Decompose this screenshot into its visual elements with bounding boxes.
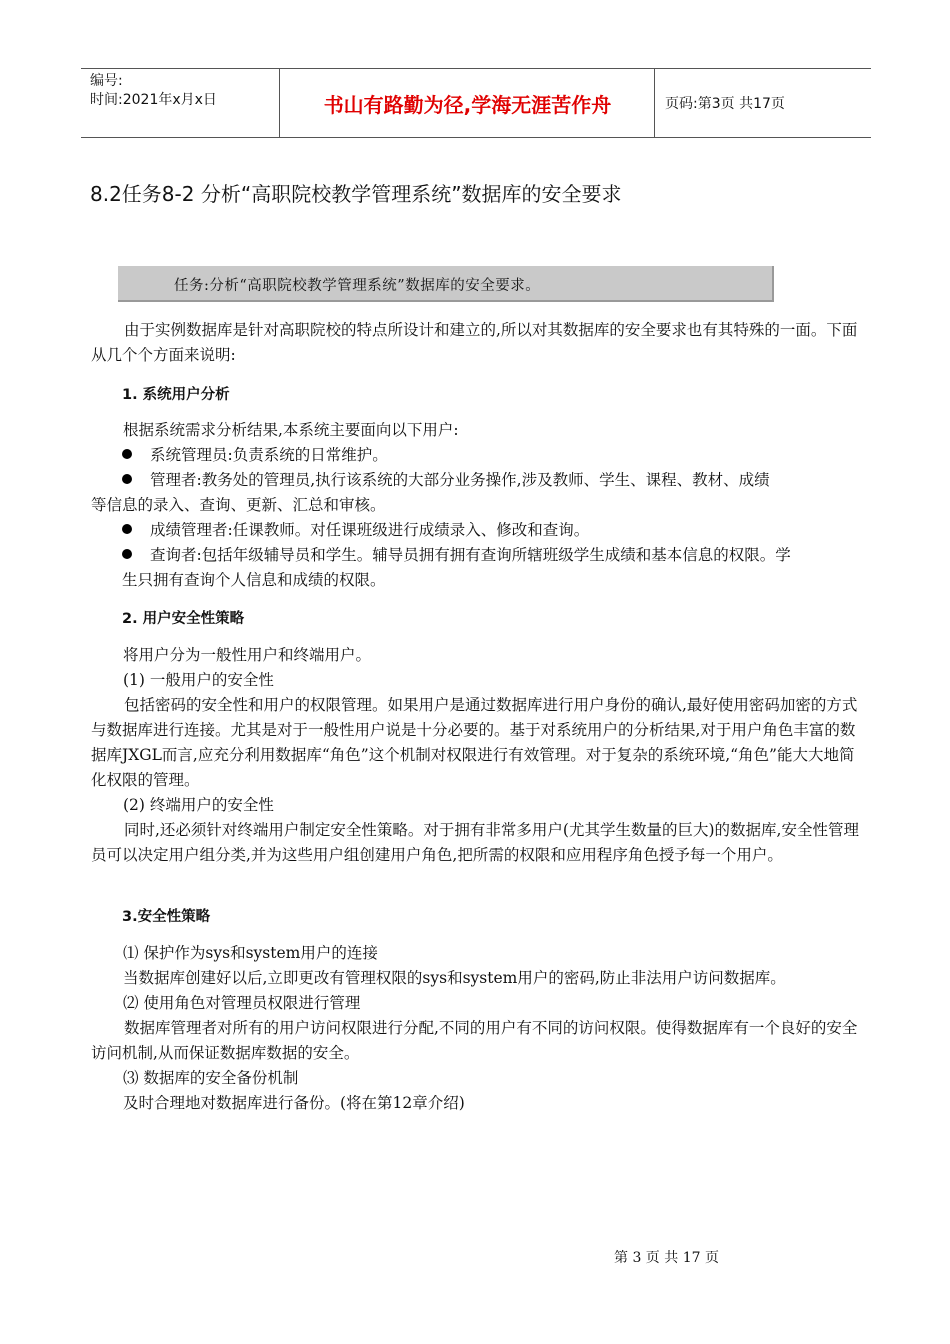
bullet-item: 管理者:教务处的管理员,执行该系统的大部分业务操作,涉及教师、学生、课程、教材、成绩 [122, 468, 862, 493]
section1-heading: 1. 系统用户分析 [122, 387, 230, 403]
section3-heading: 3.安全性策略 [122, 909, 211, 925]
subheading: ⑶ 数据库的安全备份机制 [123, 1069, 299, 1087]
subheading: ⑴ 保护作为sys和system用户的连接 [123, 944, 378, 962]
bullet-continuation: 生只拥有查询个人信息和成绩的权限。 [122, 571, 386, 589]
paragraph: 包括密码的安全性和用户的权限管理。如果用户是通过数据库进行用户身份的确认,最好使用密码加密的方式与数据库进行连接。尤其是对于一般性用户说是十分必要的。基于对系统用户的分析结果,对于用户角色丰富的数据库JXGL而言,应充分利用数据库“角色”这个机制对权限进行有效管理。对于复杂的系统环境,“角色”能大大地简化权限的管理。 [91, 696, 858, 789]
page-header [81, 68, 871, 138]
subheading: (2) 终端用户的安全性 [123, 796, 274, 814]
section2-lead: 将用户分为一般性用户和终端用户。 [123, 646, 372, 664]
task-text: 任务:分析“高职院校教学管理系统”数据库的安全要求。 [174, 278, 541, 294]
header-page-info: 页码:第3页 共17页 [665, 96, 785, 112]
section1-lead: 根据系统需求分析结果,本系统主要面向以下用户: [123, 421, 459, 439]
bullet-continuation: 等信息的录入、查询、更新、汇总和审核。 [91, 496, 386, 514]
paragraph: 数据库管理者对所有的用户访问权限进行分配,不同的用户有不同的访问权限。使得数据库有一个良好的安全访问机制,从而保证数据库数据的安全。 [91, 1019, 858, 1062]
page-footer: 第 3 页 共 17 页 [614, 1250, 719, 1266]
bullet-dot-icon [122, 549, 132, 559]
page-title: 8.2任务8-2 分析“高职院校教学管理系统”数据库的安全要求 [90, 182, 622, 206]
paragraph: 及时合理地对数据库进行备份。(将在第12章介绍) [123, 1094, 465, 1112]
bullet-item: 查询者:包括年级辅导员和学生。辅导员拥有拥有查询所辖班级学生成绩和基本信息的权限。学 [122, 543, 862, 568]
paragraph: 当数据库创建好以后,立即更改有管理权限的sys和system用户的密码,防止非法用户访问数据库。 [123, 969, 786, 987]
bullet-dot-icon [122, 474, 132, 484]
bullet-dot-icon [122, 449, 132, 459]
subheading: ⑵ 使用角色对管理员权限进行管理 [123, 994, 361, 1012]
time-label: 时间:2021年x月x日 [90, 92, 217, 108]
bullet-item: 成绩管理者:任课教师。对任课班级进行成绩录入、修改和查询。 [122, 518, 862, 543]
number-label: 编号: [90, 73, 123, 89]
task-box [118, 266, 774, 302]
bullet-item: 系统管理员:负责系统的日常维护。 [122, 443, 862, 468]
section2-heading: 2. 用户安全性策略 [122, 611, 245, 627]
header-meta [81, 69, 280, 137]
intro-paragraph: 由于实例数据库是针对高职院校的特点所设计和建立的,所以对其数据库的安全要求也有其特殊的一面。下面从几个个方面来说明: [91, 321, 858, 364]
bullet-dot-icon [122, 524, 132, 534]
subheading: (1) 一般用户的安全性 [123, 671, 274, 689]
paragraph: 同时,还必须针对终端用户制定安全性策略。对于拥有非常多用户(尤其学生数量的巨大)的数据库,安全性管理员可以决定用户组分类,并为这些用户组创建用户角色,把所需的权限和应用程序角色授予每一个用户。 [91, 821, 859, 864]
header-motto: 书山有路勤为径,学海无涯苦作舟 [281, 69, 655, 137]
